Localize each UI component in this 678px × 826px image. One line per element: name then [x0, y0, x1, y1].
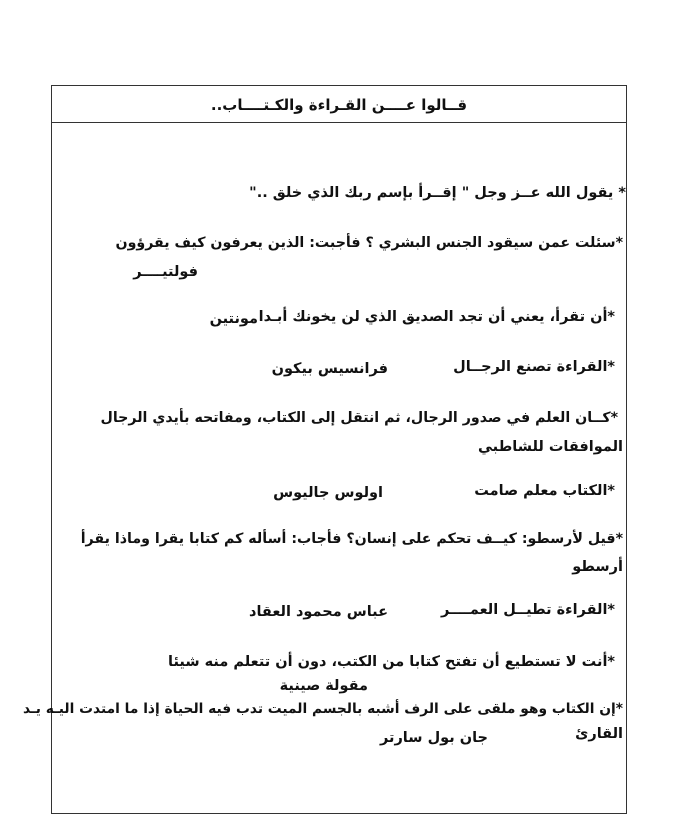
quote-8-text: *القراءة تطيــل العمــــر	[441, 602, 615, 618]
quote-10-author: جان بول سارتر	[380, 730, 488, 746]
quote-1-text: * يقول الله عــز وجل " إقــرأ بإسم ربك الذي خلق .."	[249, 185, 626, 201]
quote-6-text: *الكتاب معلم صامت	[474, 483, 615, 499]
quote-5-author: الموافقات للشاطبي	[478, 439, 623, 455]
quote-2-author: فولتيــــر	[133, 264, 198, 280]
quote-3-text: *أن تقرأ، يعني أن تجد الصديق الذي لن يخونك أبـدا	[258, 309, 615, 325]
quote-4-author: فرانسيس بيكون	[271, 361, 388, 377]
quote-2-text: *سئلت عمن سيقود الجنس البشري ؟ فأجبت: الذين يعرفون كيف يقرؤون	[115, 235, 623, 251]
quote-10-text: *إن الكتاب وهو ملقى على الرف أشبه بالجسم الميت تدب فيه الحياة إذا ما امتدت اليـه يـد	[23, 701, 623, 717]
quote-8-author: عباس محمود العقاد	[249, 604, 388, 620]
quote-3-author: مونتين	[209, 311, 258, 327]
quote-4-text: *القراءة تصنع الرجــال	[453, 359, 615, 375]
quote-7-author: أرسطو	[572, 559, 623, 575]
quote-9-text: *أنت لا تستطيع أن تفتح كتابا من الكتب، دون أن تتعلم منه شيئا	[168, 654, 615, 670]
page-title: قــالوا عــــن القـراءة والكـتــــاب..	[210, 96, 468, 114]
quote-6-author: اولوس جاليوس	[273, 485, 383, 501]
title-bar	[52, 86, 626, 123]
quote-7-text: *قيل لأرسطو: كيــف تحكم على إنسان؟ فأجاب: أسأله كم كتابا يقرا وماذا يقرأ	[80, 531, 623, 547]
quote-10-text-continued: القارئ	[575, 726, 623, 742]
quote-9-author: مقولة صينية	[279, 678, 368, 694]
quote-5-text: *كــان العلم في صدور الرجال، ثم انتقل إلى الكتاب، ومفاتحه بأيدي الرجال	[100, 410, 618, 426]
